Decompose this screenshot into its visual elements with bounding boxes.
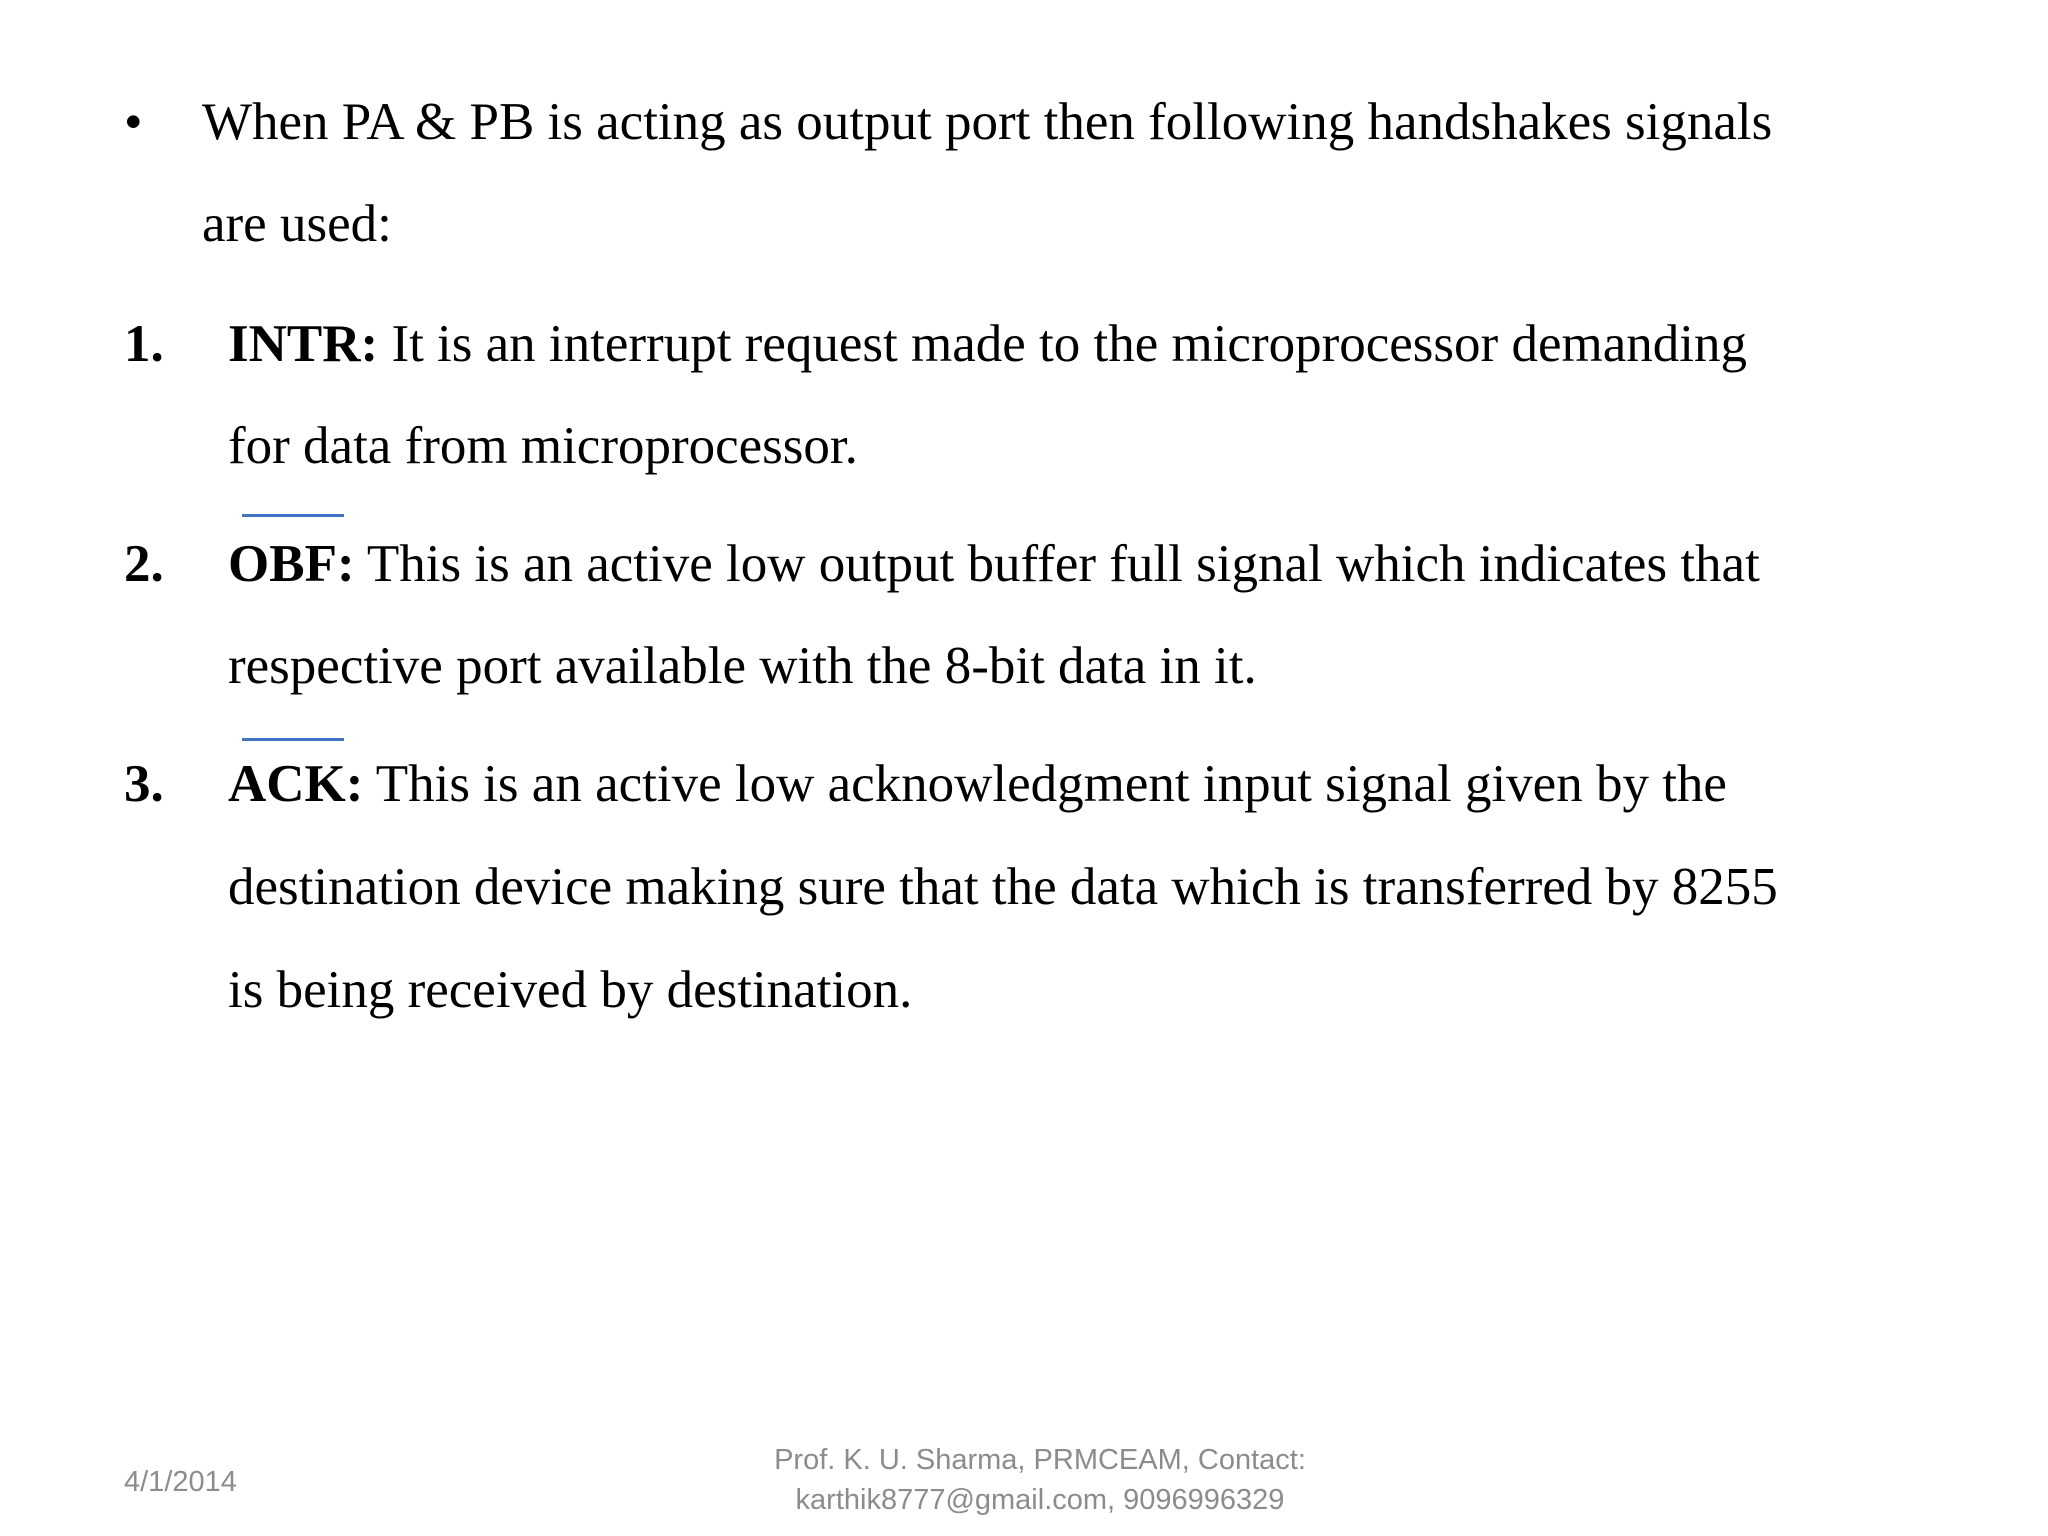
intro-line-2: are used: <box>202 195 392 253</box>
obf-overline <box>242 514 344 517</box>
item-1-text: It is an interrupt request made to the microprocessor demanding <box>378 315 1747 373</box>
item-number-3: 3. <box>124 755 164 813</box>
item-3-text: This is an active low acknowledgment input signal given by the <box>363 755 1727 813</box>
item-3-line-3: is being received by destination. <box>228 961 913 1019</box>
item-number-1: 1. <box>124 315 164 373</box>
intro-line-1: When PA & PB is acting as output port then following handshakes signals <box>202 93 1773 151</box>
footer-credit <box>700 1440 1380 1520</box>
ack-overline <box>242 738 344 741</box>
footer-credit-line-1: Prof. K. U. Sharma, PRMCEAM, Contact: <box>774 1444 1306 1476</box>
item-1-term: INTR: <box>228 315 379 373</box>
item-number-2: 2. <box>124 535 164 593</box>
item-1-line-1 <box>228 312 1747 376</box>
item-2-line-2: respective port available with the 8-bit data in it. <box>228 637 1257 695</box>
item-3-line-1 <box>228 752 1727 816</box>
bullet-marker: • <box>124 93 143 151</box>
item-2-line-1 <box>228 532 1760 596</box>
item-2-term: OBF: <box>228 535 355 593</box>
footer-credit-line-2: karthik8777@gmail.com, 9096996329 <box>795 1484 1285 1516</box>
item-3-term: ACK: <box>228 755 364 813</box>
item-3-line-2: destination device making sure that the data which is transferred by 8255 <box>228 858 1778 916</box>
footer-date: 4/1/2014 <box>124 1466 237 1498</box>
item-1-line-2: for data from microprocessor. <box>228 417 858 475</box>
item-2-text: This is an active low output buffer full signal which indicates that <box>354 535 1760 593</box>
